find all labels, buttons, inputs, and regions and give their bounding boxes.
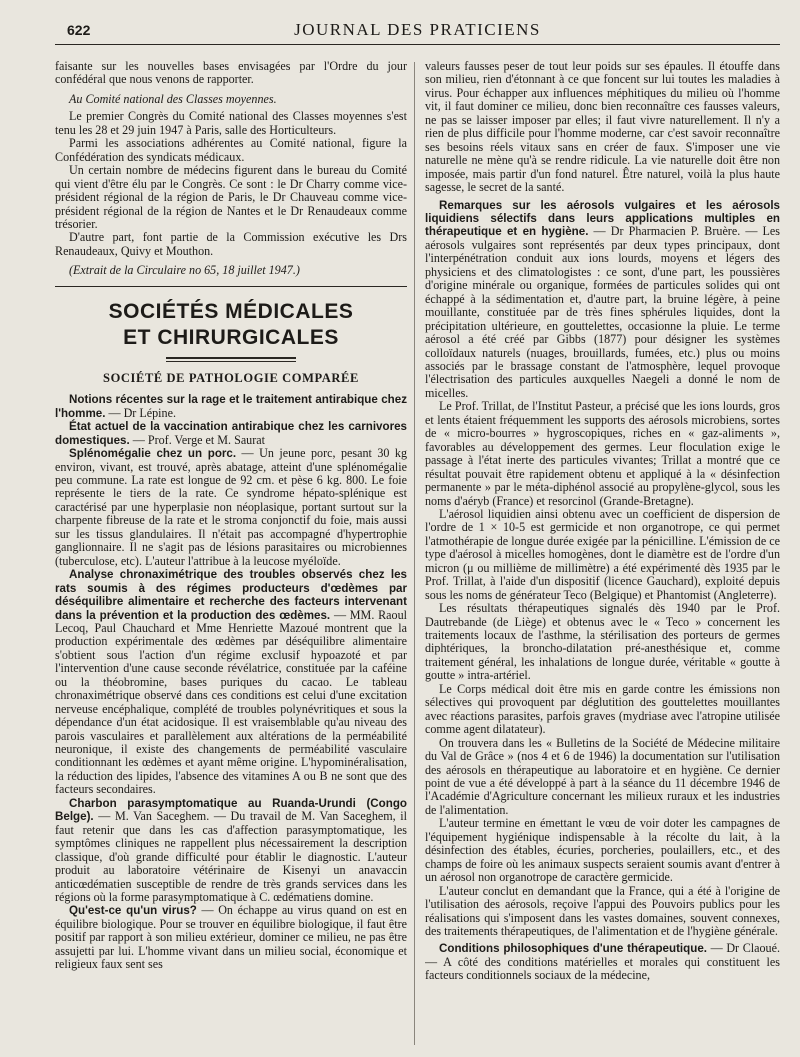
comite-heading: Au Comité national des Classes moyennes.	[69, 91, 277, 106]
paragraph: Le Prof. Trillat, de l'Institut Pasteur, a précisé que les ions lourds, gros et lents étaient fréquemment les supports des aérosols microbiens, sortes de « micro-bourres » hygroscopiques, riches en « gaz-aliments », favorables au développement des germes. Leur floculation exige le passage à l'état inerte des particules vivantes; Trillat a montré que ce résultat pouvait être rapidement obtenu et appliqué à la « désinfection permanente » par le méta-diphénol associé au propylène-glycol, sous les noms d'aéryb (France) et resorcinol (Grande-Bretagne).	[425, 399, 780, 508]
paragraph: L'auteur termine en émettant le vœu de voir doter les campagnes de l'équipement hygiénique indispensable à la récolte du lait, à la désinfection des étables, écuries, porcheries, poulaillers, etc., et des champs de foire où les animaux suspects seraient soumis avant d'entrer à un aérosol non organotrope de caractère germicide.	[425, 816, 780, 885]
article-title: Notions récentes sur la rage et le traitement antirabique chez l'homme.	[55, 393, 407, 420]
article-body: — M. Van Saceghem. — Du travail de M. Van Saceghem, il faut retenir que dans les cas d'affection parasymptomatique, les symptômes cliniques ne rappellent plus nécessairement la description classique, d'où grande difficulté pour établir le diagnostic. L'auteur produit au laboratoire vétérinaire de Kisenyi un anavaccin anticœdématien susceptible de rendre de très grands services dans les régions où la forme parasymptomatique à C. œdématiens domine.	[55, 809, 407, 905]
article-entry	[425, 199, 780, 401]
ornament-rule	[166, 357, 296, 362]
paragraph: L'auteur conclut en demandant que la France, qui a été à l'origine de l'utilisation des aérosols, reçoive l'appui des Pouvoirs publics pour les réalisations qui s'imposent dans les vastes domaines, souvent connexes, des traitements thérapeutiques, de l'alimentation et de l'hygiène générale.	[425, 883, 780, 938]
article-title: Conditions philosophiques d'une thérapeutique.	[439, 942, 707, 956]
article-title: État actuel de la vaccination antirabique chez les carnivores domestiques.	[55, 420, 407, 447]
article-entry	[55, 904, 407, 971]
article-entry	[425, 942, 780, 982]
article-body: — Dr Pharmacien P. Bruère. — Les aérosols vulgaires sont représentés par deux types principaux, dont l'interpénétration conduit aux ions lourds, moyens et légers des physiciens et des climatologistes : ce sont, d'une part, les poussières d'origine minérale ou organique, formées de particules solides qui ont échappé à la sédimentation et, d'autre part, la bruine légère, à peine mouillante, constituée par de très fines sphérules liquides, dont la précipitation ultérieure, en gouttelettes, occasionne la pluie. Le terme aérosol a été créé par Gibbs (1877) pour désigner les systèmes colloïdaux naturels (nuages, brouillards, fumées, etc.) plus ou moins associés par le brassage constant de l'atmosphère, lequel provoque l'électrisation des particules auxquelles Naegeli a donné le nom de micelles.	[425, 224, 780, 400]
paragraph: Les résultats thérapeutiques signalés dès 1940 par le Prof. Dautrebande (de Liège) et obtenus avec le « Teco » concernent les traitements locaux de l'asthme, la stérilisation des porteurs de germes diphtériques, la broncho-dilatation pré-anesthésique et, comme traitement général, les inhalations de longue durée, véritable « goutte à goutte » intra-artériel.	[425, 601, 780, 683]
article-author: — Prof. Verge et M. Saurat	[129, 432, 265, 447]
article-title: Splénomégalie chez un porc.	[69, 447, 237, 461]
article-body: — On échappe au virus quand on est en équilibre biologique. Pour se trouver en équilibre biologique, il faut être positif par rapport à son milieu extérieur, dominer ce milieu, ne pas être assujetti par lui. L'homme vivant dans un milieu social, économique et religieux faux sent ses	[55, 903, 407, 972]
section-title-line-2: ET CHIRURGICALES	[123, 325, 339, 349]
article-title: Charbon parasymptomatique au Ruanda-Urundi (Congo Belge).	[55, 796, 407, 824]
article-entry	[55, 447, 407, 568]
paragraph: On trouvera dans les « Bulletins de la Société de Médecine militaire du Val de Grâce » (nos 4 et 6 de 1946) la documentation sur l'utilisation des aérosols en thérapeutique au laboratoire et en hygiène. Ce dernier point de vue a été développé à part à la séance du 11 décembre 1946 de l'Académie d'Agriculture concernant les milieux ruraux et les industries de l'alimentation.	[425, 735, 780, 817]
article-entry	[55, 420, 407, 447]
left-column	[55, 60, 407, 1047]
article-body: — Un jeune porc, pesant 30 kg environ, vivant, est trouvé, après abatage, atteint d'une splénomégalie peu commune. La rate est longue de 92 cm. et pèse 6 kg. 800. Le foie représente le tiers de la rate. Ce syndrome hépato-splénique est caractérisé par une hyperplasie non néoplasique, portant surtout sur la charpente fibreuse de la rate et le stroma conjonctif du foie, mais aussi sur les tissus glandulaires. Il n'était pas accompagné d'hypertrophie ganglionnaire. Il ne s'agit pas de lésions parasitaires ou microbiennes (tuberculose, etc). L'auteur l'attribue à la leucose myéloïde.	[55, 446, 407, 568]
paragraph: L'aérosol liquidien ainsi obtenu avec un coefficient de dispersion de l'ordre de 1 × 10-5 est germicide et non organotrope, ce qui permet l'atmothérapie de longue durée exigée par la pénicilline. L'émission de ce type d'aérosol à micelles homogènes, dont le diamètre est de l'ordre d'un micron (μ ou millième de millimètre) a été expérimenté dès 1935 par le Prof. Trillat, à l'aide d'un dispositif (licence Gauchard), exploité depuis sous les noms de générateur Teco (Belgique) et Phantomist (Angleterre).	[425, 506, 780, 602]
page-header	[55, 14, 780, 45]
article-body: — MM. Raoul Lecoq, Paul Chauchard et Mme Henriette Mazoué montrent que la production expérimentale des œdèmes par déséquilibre alimentaire s'obtient sous l'action d'un régime exclusif hypoazoté et par l'intervention d'une cause seconde révélatrice, constituée par la caféine ou la théobromine, bases puriques du cacao. Le tableau chronaximétrique observé dans ces conditions est celui d'une excitation nerveuse encéphalique, complété de troubles polynévritiques et sous la dépendance d'un état acidosique. Il est vraisemblable qu'au niveau des parois vasculaires et parallèlement aux altérations de la perméabilité neuronique, il existe des changements de perméabilité vasculaire conditionnant les œdèmes et ayant même origine. L'hypominéralisation, la réduction des lipides, l'absence des vitamines A ou B ne sont que des facteurs secondaires.	[55, 607, 407, 797]
section-title-line-1: SOCIÉTÉS MÉDICALES	[108, 299, 354, 323]
paragraph: faisante sur les nouvelles bases envisagées par l'Ordre du jour confédéral que nous venons de rapporter.	[55, 60, 407, 87]
paragraph: Parmi les associations adhérentes au Comité national, figure la Confédération des syndicats médicaux.	[55, 136, 407, 164]
paragraph: D'autre part, font partie de la Commission exécutive les Drs Renaudeaux, Quivy et Mouthon.	[55, 230, 407, 258]
article-title: Analyse chronaximétrique des troubles observés chez les rats soumis à des régimes producteurs d'œdèmes par déséquilibre alimentaire et recherche des facteurs intervenant dans la prévention et la production des œdèmes.	[55, 568, 407, 622]
article-body: — Dr Claoué. — A côté des conditions matérielles et morales qui constituent les facteurs conditionnels sociaux de la médecine,	[425, 941, 780, 983]
extract-citation: (Extrait de la Circulaire no 65, 18 juillet 1947.)	[69, 263, 300, 278]
page-number: 622	[67, 22, 91, 38]
section-title	[55, 299, 407, 351]
paragraph: Un certain nombre de médecins figurent dans le bureau du Comité qui vient d'être élu par le Congrès. Ce sont : le Dr Charry comme vice-président régional de la région de Paris, le Dr Chauveau comme vice-président régional de la région de Nantes et le Dr Renaudeaux comme trésorier.	[55, 163, 407, 231]
paragraph: Le premier Congrès du Comité national des Classes moyennes s'est tenu les 28 et 29 juin 1947 à Paris, salle des Horticulteurs.	[55, 109, 407, 137]
journal-title: JOURNAL DES PRATICIENS	[294, 20, 541, 39]
article-author: — Dr Lépine.	[105, 405, 176, 420]
article-entry	[55, 393, 407, 420]
column-divider	[414, 62, 415, 1045]
right-column	[425, 60, 780, 1047]
society-heading: SOCIÉTÉ DE PATHOLOGIE COMPARÉE	[103, 370, 359, 385]
paragraph: Le Corps médical doit être mis en garde contre les émissions non sélectives qui provoquent par déglutition des gouttelettes mouillantes avec réactions parasites, parfois graves (mydriase avec l'atropine utilisée comme agent dilatateur).	[425, 681, 780, 737]
article-entry	[55, 568, 407, 797]
section-rule	[55, 286, 407, 287]
article-entry	[55, 797, 407, 905]
paragraph: valeurs fausses peser de tout leur poids sur ses épaules. Il étouffe dans son milieu, rien d'étonnant à ce que foncent sur lui toutes les maladies à virus. Pour échapper aux influences méphitiques du milieu où l'homme vit, il faut dominer ce milieu, donc bien reconnaître ces fausses valeurs, ne pas se laisser imposer par elles; il faut vivre naturellement. Il n'y a rien de plus difficile pour l'homme moderne, car c'est savoir reconnaître ses besoins réels vitaux sans en créer de faux. S'imposer une vie naturelle ne mène qu'à se rendre ridicule. La vie naturelle doit être non imposée, mais partir d'un fond naturel. Être naturel, voilà la plus haute sagesse, le secret de la santé.	[425, 60, 780, 195]
article-title: Remarques sur les aérosols vulgaires et les aérosols liquidiens sélectifs dans leurs applications multiples en thérapeutique et en hygiène.	[425, 198, 780, 239]
article-title: Qu'est-ce qu'un virus?	[69, 904, 197, 918]
